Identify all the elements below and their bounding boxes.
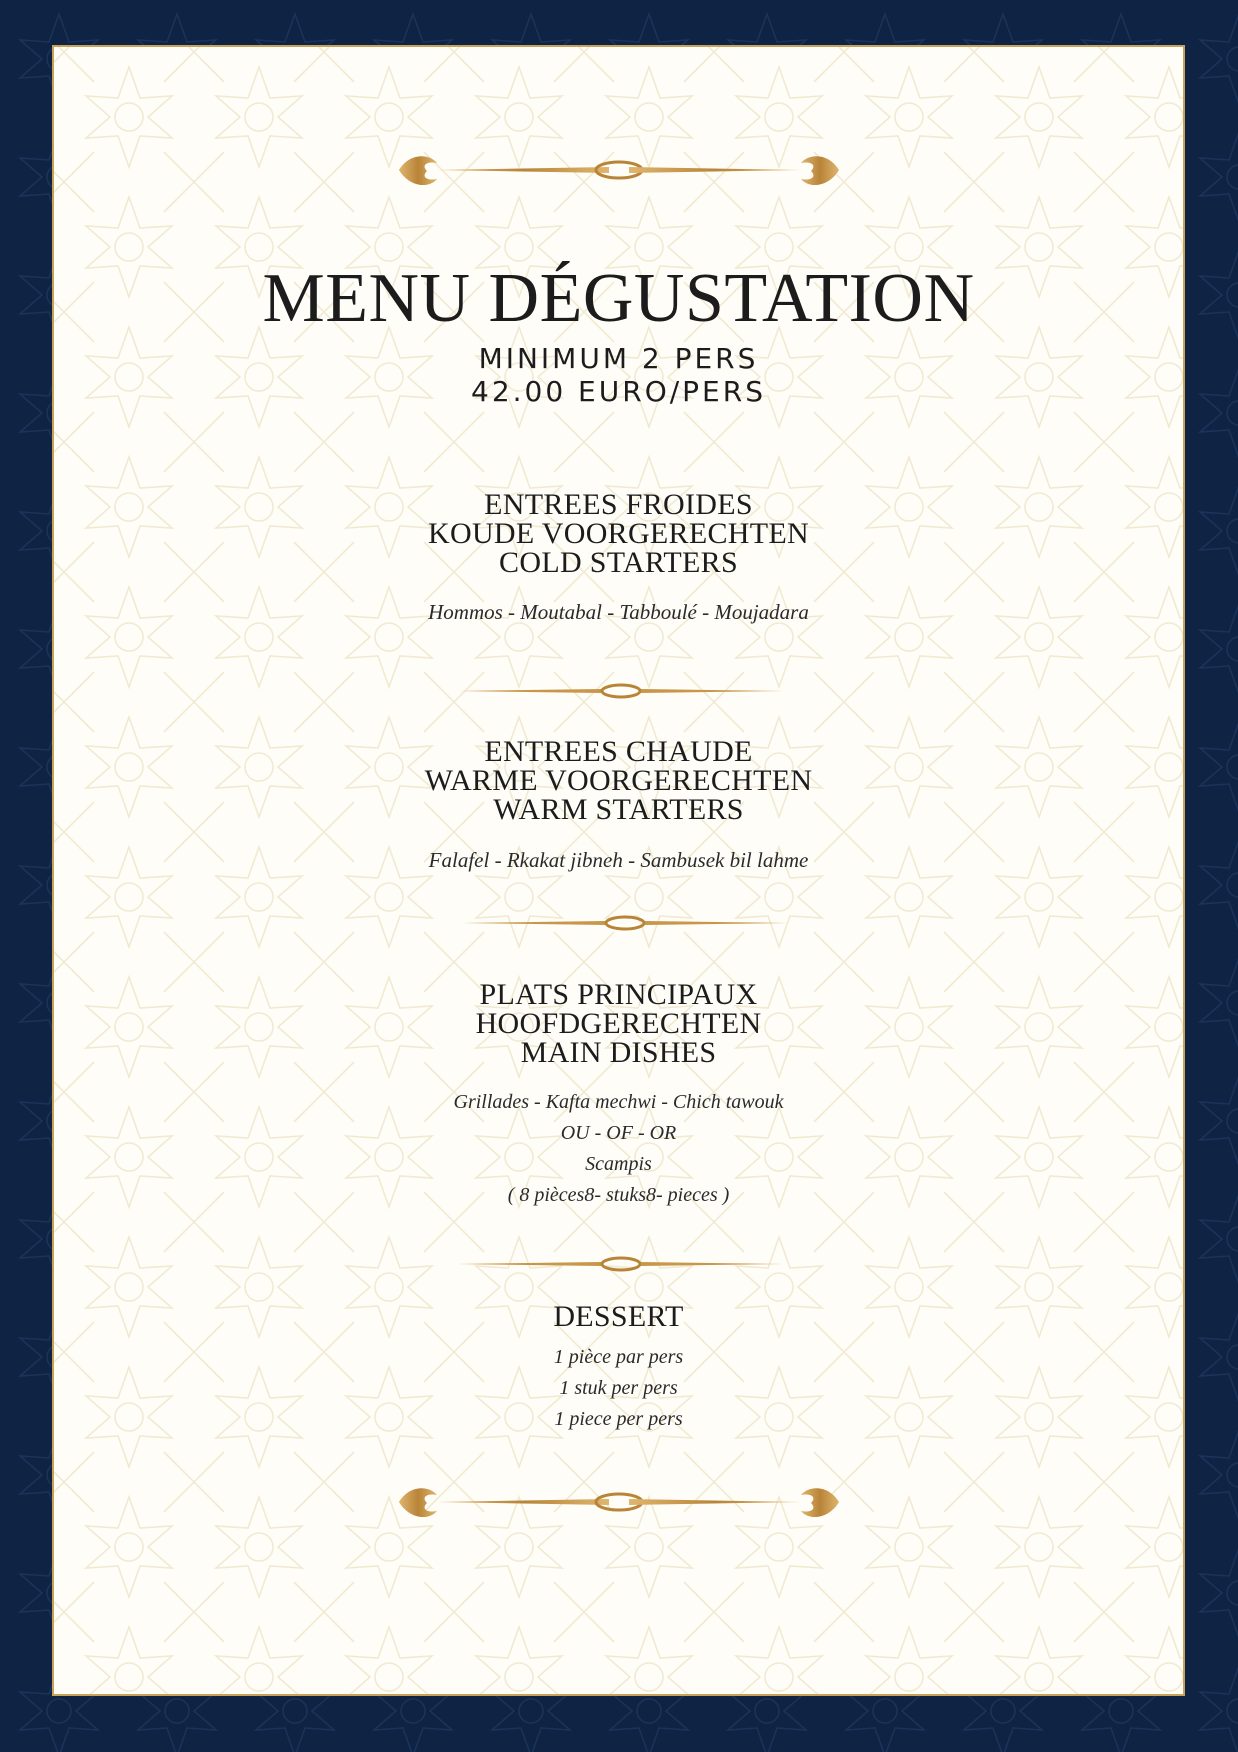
section-cold-starters-title xyxy=(54,490,1183,577)
section-title-fr: ENTREES FROIDES xyxy=(484,488,753,521)
section-dessert-items xyxy=(54,1342,1183,1435)
bottom-ornament xyxy=(379,1477,859,1527)
section-warm-starters-title xyxy=(54,737,1183,824)
price-per-person: 42.00 EURO/PERS xyxy=(471,375,766,408)
section-title-nl: KOUDE VOORGERECHTEN xyxy=(428,517,809,550)
menu-item: Falafel - Rkakat jibneh - Sambusek bil lahme xyxy=(428,848,809,872)
section-main-dishes-title xyxy=(54,980,1183,1067)
top-ornament xyxy=(379,145,859,195)
menu-item: OU - OF - OR xyxy=(560,1122,677,1144)
section-title-en: WARM STARTERS xyxy=(493,793,744,826)
section-cold-starters-items xyxy=(54,595,1183,629)
section-warm-starters-items xyxy=(54,843,1183,877)
menu-item: Grillades - Kafta mechwi - Chich tawouk xyxy=(453,1091,784,1113)
menu-item: 1 pièce par pers xyxy=(553,1346,684,1368)
section-title-fr: ENTREES CHAUDE xyxy=(484,735,753,768)
menu-item: 1 piece per pers xyxy=(554,1408,683,1430)
section-title-en: MAIN DISHES xyxy=(520,1036,717,1069)
section-dessert-title xyxy=(54,1302,1183,1331)
section-title-nl: WARME VOORGERECHTEN xyxy=(424,764,813,797)
menu-item: Hommos - Moutabal - Tabboulé - Moujadara xyxy=(428,600,809,624)
section-title-fr: DESSERT xyxy=(553,1300,684,1333)
section-main-dishes-items xyxy=(54,1087,1183,1211)
section-title-nl: HOOFDGERECHTEN xyxy=(475,1007,762,1040)
divider-ornament xyxy=(456,1254,786,1274)
page-title: MENU DÉGUSTATION xyxy=(262,260,975,337)
menu-item: 1 stuk per pers xyxy=(559,1377,678,1399)
divider-ornament xyxy=(456,681,786,701)
menu-item: ( 8 pièces8- stuks8- pieces ) xyxy=(507,1184,730,1206)
menu-item: Scampis xyxy=(585,1153,652,1175)
section-title-en: COLD STARTERS xyxy=(499,546,738,579)
divider-ornament xyxy=(460,913,790,933)
minimum-persons: MINIMUM 2 PERS xyxy=(478,342,759,375)
menu-card xyxy=(52,45,1185,1696)
section-title-fr: PLATS PRINCIPAUX xyxy=(479,978,758,1011)
